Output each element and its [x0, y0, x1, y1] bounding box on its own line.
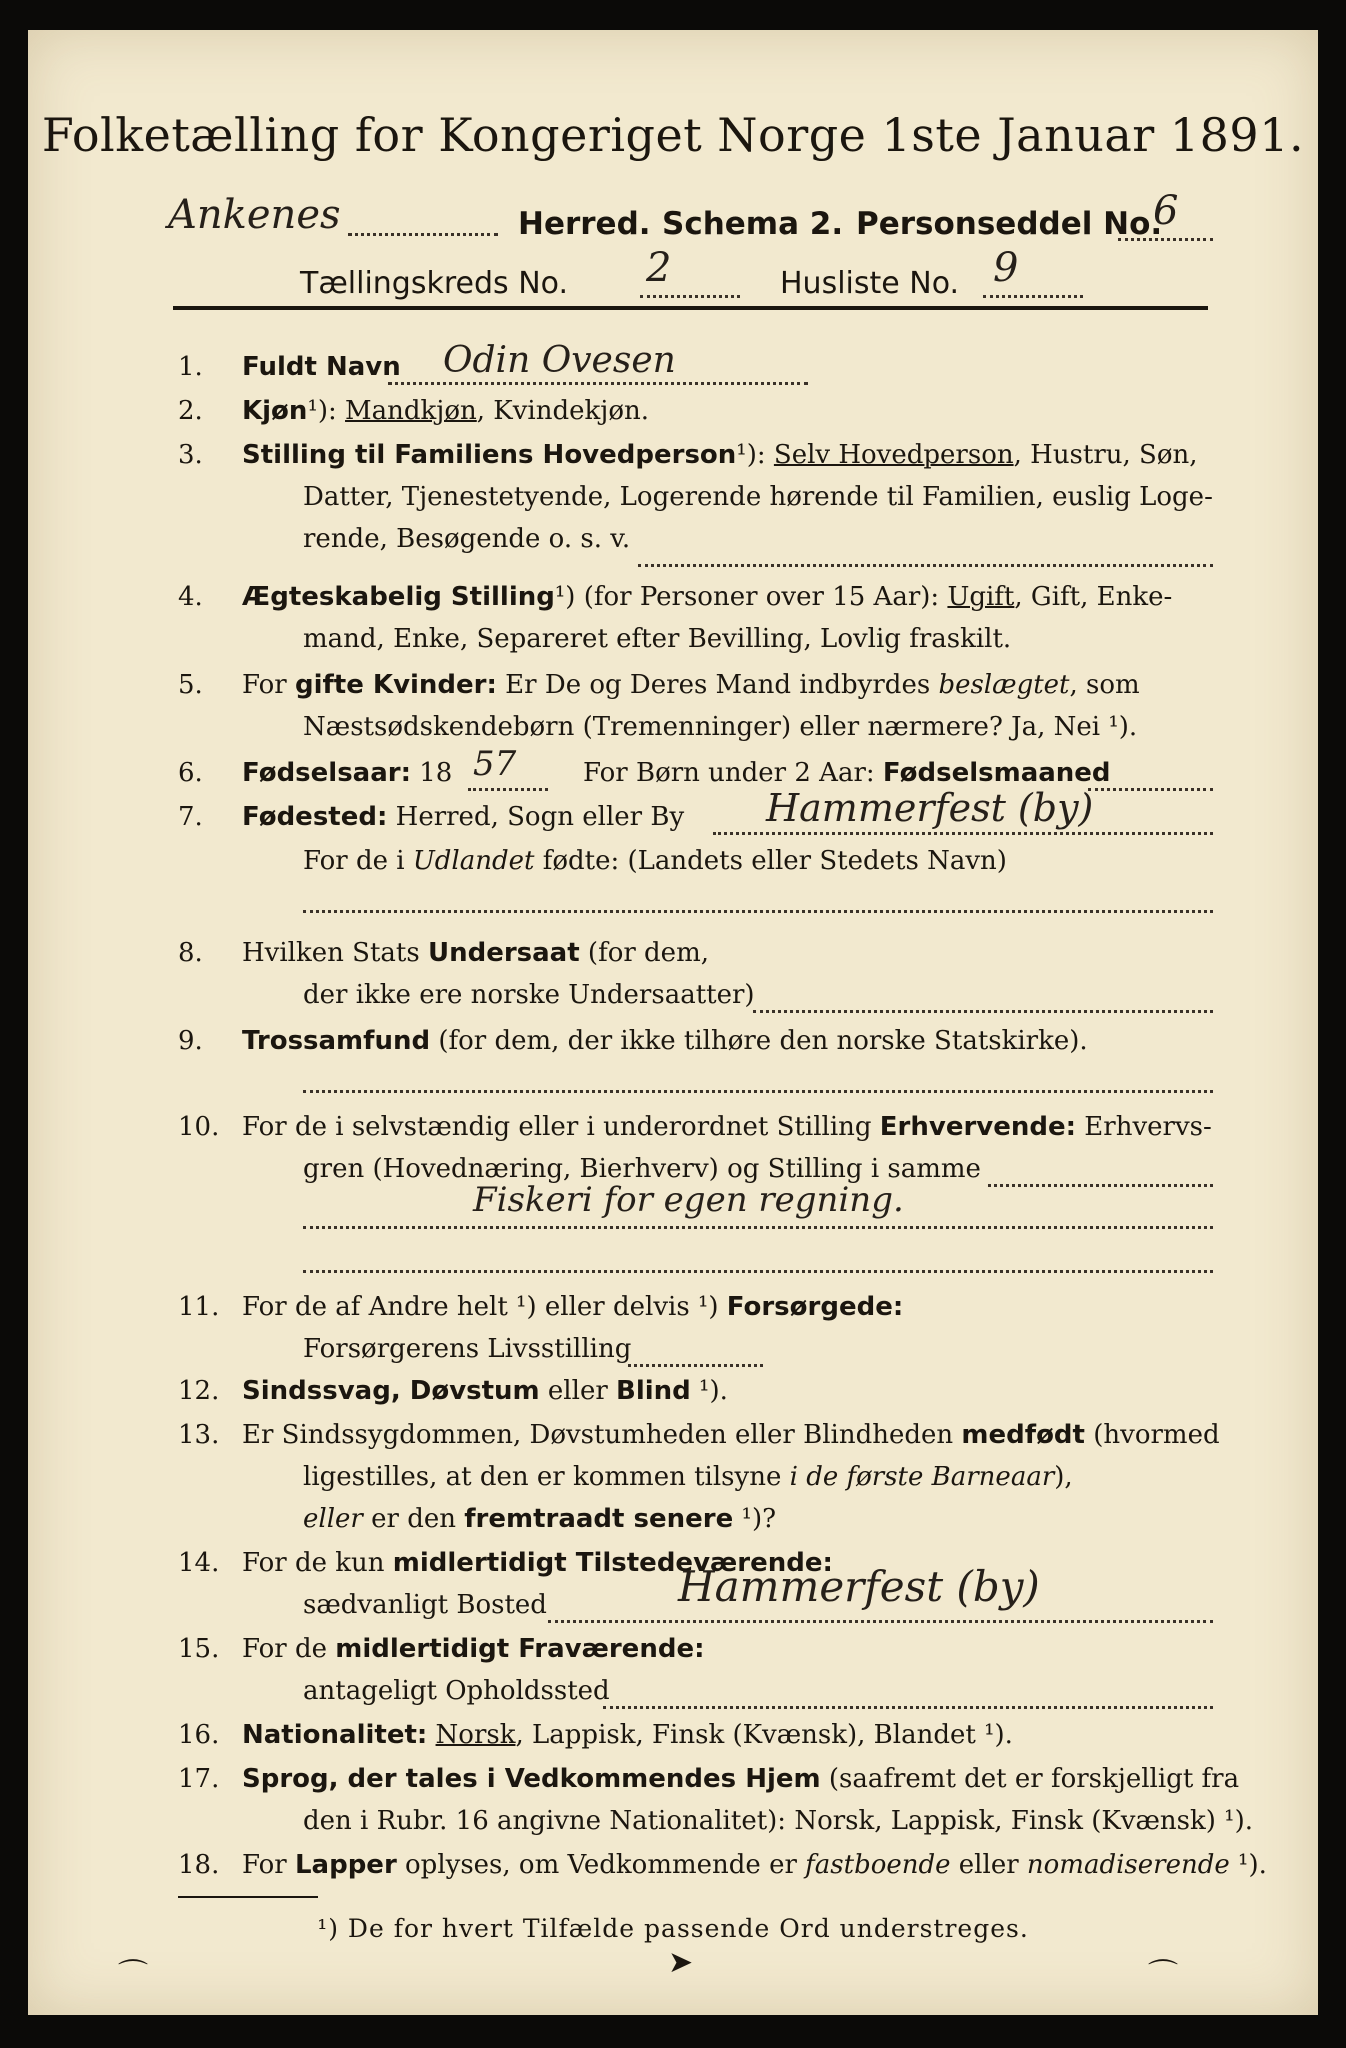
herred-value: Ankenes — [168, 192, 341, 238]
husliste-label: Husliste No. — [780, 266, 960, 301]
q10-value: Fiskeri for egen regning. — [473, 1180, 904, 1220]
q17-line2: den i Rubr. 16 angivne Nationalitet): Norsk, Lappisk, Finsk (Kvænsk) ¹). — [303, 1806, 1254, 1836]
right-flourish: ⌒ — [1148, 1958, 1178, 1993]
q10-dots-b — [303, 1226, 1213, 1229]
q1-dots — [388, 382, 808, 385]
q6-year-dots — [468, 788, 548, 791]
q3-selected: Selv Hovedperson — [773, 440, 1014, 470]
q3-line2: Datter, Tjenestetyende, Logerende hørende til Familien, euslig Loge- — [303, 482, 1213, 512]
q14-dots — [548, 1620, 1213, 1623]
q14-line2: sædvanligt Bosted — [303, 1590, 547, 1620]
kreds-label: Tællingskreds No. — [300, 266, 568, 301]
q11-dots — [628, 1364, 763, 1367]
q3-dots — [638, 564, 1213, 567]
q10-dots-a — [988, 1184, 1213, 1187]
personseddel-dots — [1118, 238, 1213, 241]
q3-line3: rende, Besøgende o. s. v. — [303, 524, 631, 554]
footnote: ¹) De for hvert Tilfælde passende Ord understreges. — [317, 1914, 1029, 1943]
personseddel-value: 6 — [1153, 188, 1179, 234]
header-rule — [173, 306, 1208, 310]
census-form-sheet: Folketælling for Kongeriget Norge 1ste Januar 1891. Ankenes Herred. Schema 2. Personseddel No. 6 Tællingskreds No. 2 Husliste No. 9 1. Fuldt Navn Odin Ovesen 2. Kjøn¹): Mandkjøn, Kvindekjøn. 3. Stilling til Familiens Hovedperson¹): Selv Hovedperson, Hustru, Søn, Datter, Tjenestetyende, Logerende hørende til Familien, euslig Loge- rende, Besøgende o. s. v. 4. Ægteskabelig Stilling¹) (for Personer over 15 Aar): Ugift, Gift, Enke- mand, Enke, Separeret efter Bevilling, Lovlig fraskilt. 5. For gifte Kvinder: Er De og Deres Mand indbyrdes beslægtet, som Næstsødskendebørn (Tremenninger) eller nærmere? Ja, Nei ¹). 6. Fødselsaar: 18 57 For Børn under 2 Aar: Fødselsmaaned 7. Fødested: Herred, Sogn eller By Hammerfest (by) For de i Udlandet fødte: (Landets eller Stedets Navn) 8. Hvilken Stats Undersaat (for dem, der ikke ere norske Undersaatter) 9. Trossamfund (for dem, der ikke tilhøre den norske Statskirke). 10. For de i selvstændig eller i underordnet Stilling Erhvervende: Erhvervs- gren (Hovednæring, Bierhverv) og Stilling i samme Fiskeri for egen regning. 11. For de af Andre helt ¹) eller delvis ¹) Forsørgede: Forsørgerens Livsstilling 12. Sindssvag, Døvstum eller Blind ¹). 13. Er Sindssygdommen, Døvstumheden eller Blindheden medfødt (hvormed ligestilles, at den er kommen tilsyne i de første Barneaar), eller er den fremtraadt senere ¹)? 14. For de kun midlertidigt Tilstedeværende: sædvanligt Bosted Hammerfest (by) 15. For de midlertidigt Fraværende: antageligt Opholdssted 16. Nationalitet: Norsk, Lappisk, Finsk (Kvænsk), Blandet ¹). 17. Sprog, der tales i Vedkommendes Hjem (saafremt det er forskjelligt fra den i Rubr. 16 angivne Nationalitet): Norsk, Lappisk, Finsk (Kvænsk) ¹). 18. For Lapper oplyses, om Vedkommende er fastboende eller nomadiserende ¹). ¹) De for hvert Tilfælde passende Ord understreges. ⌒ ➤ ⌒ — [28, 30, 1318, 2015]
q11-line2: Forsørgerens Livsstilling — [303, 1334, 632, 1364]
q2-selected: Mandkjøn — [345, 396, 477, 426]
husliste-value: 9 — [993, 245, 1019, 291]
q10-line2: gren (Hovednæring, Bierhverv) og Stilling i samme — [303, 1154, 981, 1184]
footnote-rule — [178, 1896, 318, 1898]
kreds-dots — [640, 295, 740, 298]
herred-label: Herred. — [518, 206, 651, 242]
q10-dots-c — [303, 1270, 1213, 1273]
q7-dots — [713, 832, 1213, 835]
schema-label: Schema 2. — [662, 206, 844, 242]
q15-dots — [603, 1706, 1213, 1709]
q8-dots — [753, 1010, 1213, 1013]
q5-line2: Næstsødskendebørn (Tremenninger) eller nærmere? Ja, Nei ¹). — [303, 712, 1138, 742]
herred-dots — [348, 233, 498, 236]
q9-dots — [303, 1090, 1213, 1093]
q7-abroad-dots — [303, 910, 1213, 913]
q16-selected: Norsk — [435, 1720, 516, 1750]
kreds-value: 2 — [646, 245, 672, 291]
q4-selected: Ugift — [947, 582, 1015, 612]
q6-value: 57 — [473, 744, 517, 784]
q1-label: Fuldt Navn — [242, 352, 401, 382]
q8-line2: der ikke ere norske Undersaatter) — [303, 980, 755, 1010]
q15-line2: antageligt Opholdssted — [303, 1676, 610, 1706]
q4-line2: mand, Enke, Separeret efter Bevilling, Lovlig fraskilt. — [303, 624, 1012, 654]
personseddel-label: Personseddel No. — [856, 206, 1163, 242]
left-flourish: ⌒ — [118, 1958, 148, 1993]
q7-value: Hammerfest (by) — [766, 786, 1094, 830]
q6-month-dots — [1088, 788, 1213, 791]
center-flourish: ➤ — [668, 1945, 694, 1980]
form-title: Folketælling for Kongeriget Norge 1ste Januar 1891. — [41, 108, 1305, 162]
q1-value: Odin Ovesen — [443, 340, 676, 381]
husliste-dots — [983, 295, 1083, 298]
q14-value: Hammerfest (by) — [678, 1562, 1040, 1611]
